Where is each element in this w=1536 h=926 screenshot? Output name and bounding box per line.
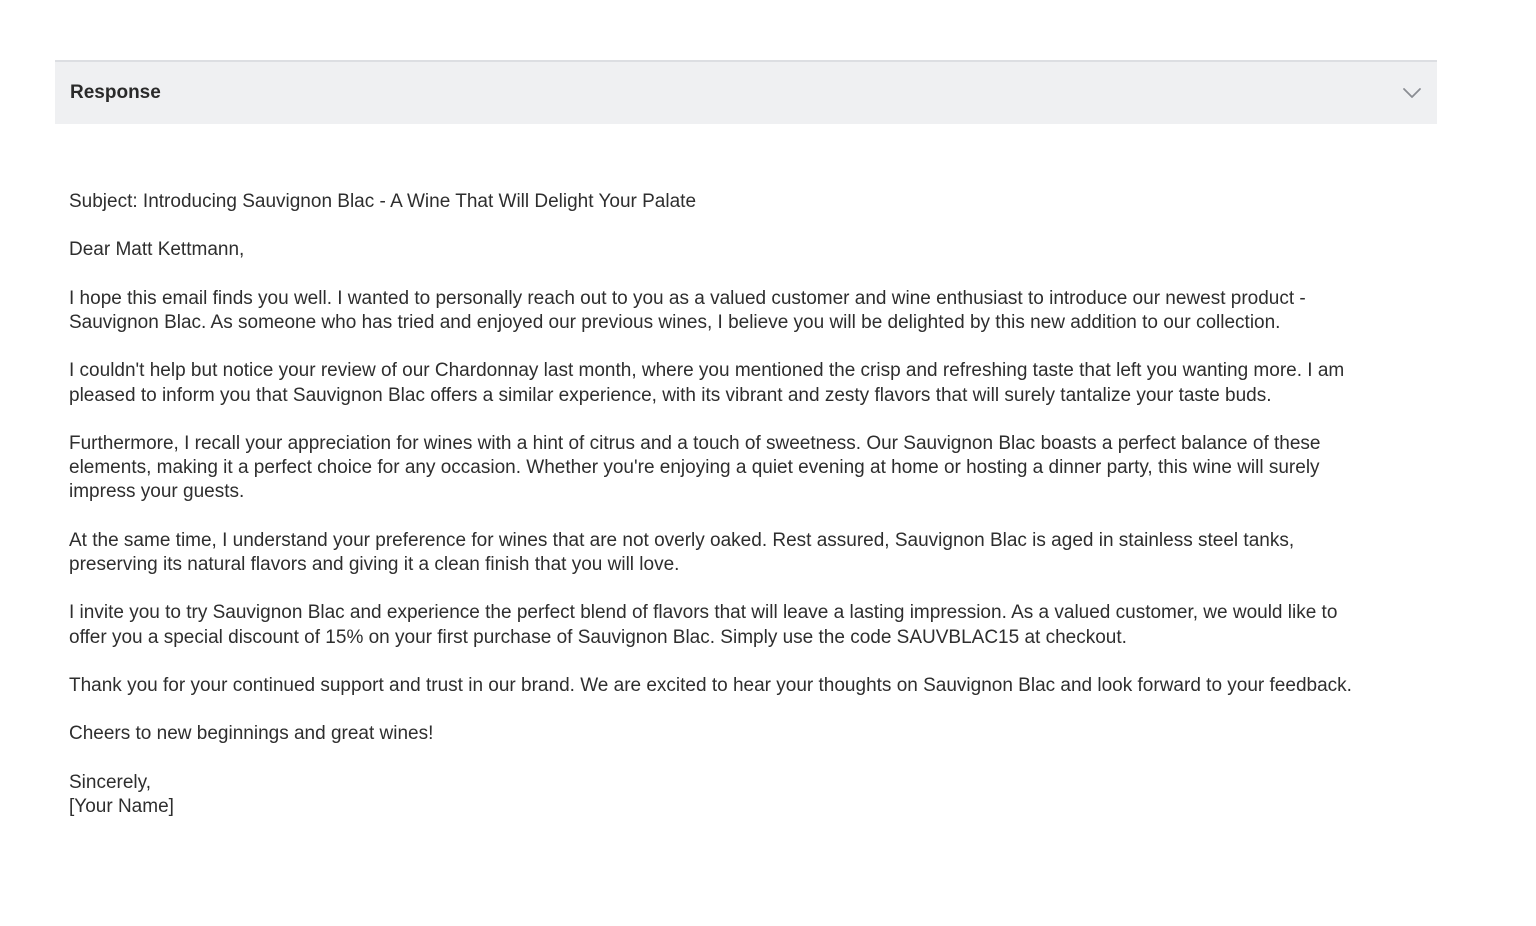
email-greeting: Dear Matt Kettmann, <box>69 239 245 261</box>
email-paragraph: At the same time, I understand your preference for wines that are not overly oaked. Rest assured, Sauvignon Blac is aged in stainless steel tanks, preserving its natural flavors and giving it a clean finish that you will love. <box>69 529 1295 575</box>
panel-title: Response <box>70 82 161 103</box>
email-paragraph: I invite you to try Sauvignon Blac and experience the perfect blend of flavors that will leave a lasting impression. As a valued customer, we would like to offer you a special discount of 15% on your first purchase of Sauvignon Blac. Simply use the code SAUVBLAC15 at checkout. <box>69 602 1338 648</box>
response-content <box>69 190 1441 819</box>
email-paragraph: Thank you for your continued support and trust in our brand. We are excited to hear your thoughts on Sauvignon Blac and look forward to your feedback. <box>69 674 1352 696</box>
email-subject: Subject: Introducing Sauvignon Blac - A Wine That Will Delight Your Palate <box>69 191 697 212</box>
email-closing: Sincerely, <box>69 771 152 793</box>
email-paragraph: I hope this email finds you well. I wanted to personally reach out to you as a valued customer and wine enthusiast to introduce our newest product - Sauvignon Blac. As someone who has tried and enjoyed our previous wines, I believe you will be delighted by this new addition to our collection. <box>69 287 1306 333</box>
response-panel-header[interactable] <box>55 60 1437 124</box>
email-paragraph: Furthermore, I recall your appreciation for wines with a hint of citrus and a touch of sweetness. Our Sauvignon Blac boasts a perfect balance of these elements, making it a perfect choice for any occasion. Whether you're enjoying a quiet evening at home or hosting a dinner party, this wine will surely impress your guests. <box>69 432 1321 503</box>
email-signoff <box>69 771 1441 819</box>
chevron-down-icon[interactable] <box>1401 82 1423 104</box>
email-paragraph: Cheers to new beginnings and great wines! <box>69 723 434 745</box>
email-signature: [Your Name] <box>69 795 174 817</box>
email-paragraph: I couldn't help but notice your review of our Chardonnay last month, where you mentioned the crisp and refreshing taste that left you wanting more. I am pleased to inform you that Sauvignon Blac offers a similar experience, with its vibrant and zesty flavors that will surely tantalize your taste buds. <box>69 360 1345 406</box>
